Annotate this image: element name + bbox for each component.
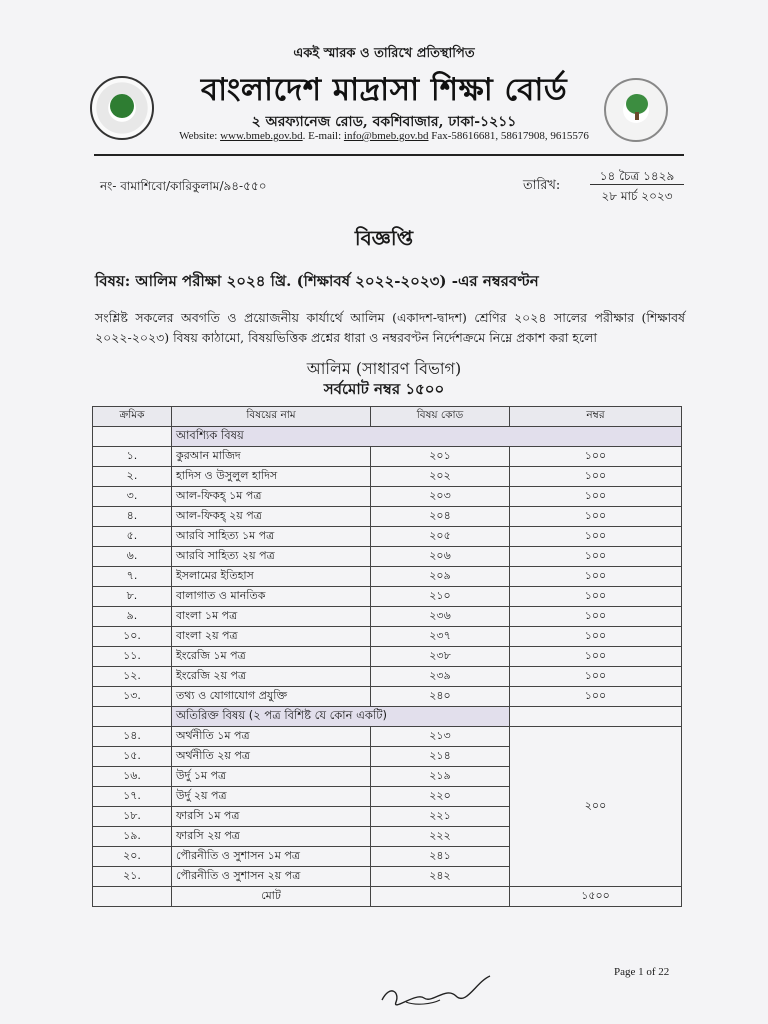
group-label: অতিরিক্ত বিষয় (২ পত্র বিশিষ্ট যে কোন একটি) xyxy=(172,707,510,727)
row-subject: অর্থনীতি ১ম পত্র xyxy=(172,727,371,747)
row-serial: ১৫. xyxy=(93,747,172,767)
row-serial: ১২. xyxy=(93,667,172,687)
signature xyxy=(376,962,496,1012)
row-serial: ২১. xyxy=(93,867,172,887)
col-code: বিষয় কোড xyxy=(371,407,510,427)
total-label: মোট xyxy=(172,887,371,907)
row-subject: ইংরেজি ১ম পত্র xyxy=(172,647,371,667)
table-row xyxy=(93,527,682,547)
table-row xyxy=(93,647,682,667)
row-code: ২৩৮ xyxy=(371,647,510,667)
row-serial: ৬. xyxy=(93,547,172,567)
notice-body: সংশ্লিষ্ট সকলের অবগতি ও প্রয়োজনীয় কার্যার্থে আলিম (একাদশ-দ্বাদশ) শ্রেণির ২০২৪ সালের পরীক্ষার (শিক্ষাবর্ষ ২০২২-২০২৩) বিষয় কাঠামো, বিষয়ভিত্তিক প্রশ্নের ধারা ও নম্বরবণ্টন নির্দেশক্রমে নিম্নে প্রকাশ করা হলো xyxy=(95,310,685,345)
col-subject: বিষয়ের নাম xyxy=(172,407,371,427)
row-serial: ৫. xyxy=(93,527,172,547)
row-serial: ১৮. xyxy=(93,807,172,827)
row-serial: ১৬. xyxy=(93,767,172,787)
table-row xyxy=(93,467,682,487)
email-link[interactable]: info@bmeb.gov.bd xyxy=(343,130,429,142)
page-number: Page 1 of 22 xyxy=(614,966,670,978)
table-header-row xyxy=(93,407,682,427)
row-subject: ইংরেজি ২য় পত্র xyxy=(172,667,371,687)
row-subject: আরবি সাহিত্য ১ম পত্র xyxy=(172,527,371,547)
row-marks: ১০০ xyxy=(510,627,682,647)
row-serial: ৮. xyxy=(93,587,172,607)
row-marks-merged: ২০০ xyxy=(510,727,682,887)
row-code: ২১৪ xyxy=(371,747,510,767)
header-divider xyxy=(94,154,684,156)
row-subject: অর্থনীতি ২য় পত্র xyxy=(172,747,371,767)
row-code: ২০৪ xyxy=(371,507,510,527)
section-total: সর্বমোট নম্বর ১৫০০ xyxy=(323,380,445,398)
board-contact-line xyxy=(0,130,768,142)
table-row xyxy=(93,587,682,607)
row-subject: বাংলা ১ম পত্র xyxy=(172,607,371,627)
row-serial: ১৩. xyxy=(93,687,172,707)
marks-table xyxy=(92,406,682,907)
row-code: ২২১ xyxy=(371,807,510,827)
row-serial: ২. xyxy=(93,467,172,487)
row-marks: ১০০ xyxy=(510,527,682,547)
row-marks: ১০০ xyxy=(510,607,682,627)
table-row xyxy=(93,547,682,567)
date-english: ২৮ মার্চ ২০২৩ xyxy=(601,189,673,203)
col-marks: নম্বর xyxy=(510,407,682,427)
row-code: ২৩৬ xyxy=(371,607,510,627)
row-code: ২৩৯ xyxy=(371,667,510,687)
table-row xyxy=(93,567,682,587)
total-value: ১৫০০ xyxy=(510,887,682,907)
row-serial: ১৭. xyxy=(93,787,172,807)
table-row xyxy=(93,607,682,627)
table-row xyxy=(93,727,682,747)
memo-number: নং- বামাশিবো/কারিকুলাম/৯৪-৫৫০ xyxy=(100,179,267,193)
row-serial: ৯. xyxy=(93,607,172,627)
row-code: ২১০ xyxy=(371,587,510,607)
row-code: ২০৩ xyxy=(371,487,510,507)
row-subject: উর্দু ২য় পত্র xyxy=(172,787,371,807)
row-subject: তথ্য ও যোগাযোগ প্রযুক্তি xyxy=(172,687,371,707)
row-marks: ১০০ xyxy=(510,507,682,527)
table-row xyxy=(93,507,682,527)
notice-subject: বিষয়: আলিম পরীক্ষা ২০২৪ খ্রি. (শিক্ষাবর্ষ ২০২২-২০২৩) -এর নম্বরবণ্টন xyxy=(95,272,539,290)
row-code: ২০৫ xyxy=(371,527,510,547)
row-subject: আল-ফিকহ্ ১ম পত্র xyxy=(172,487,371,507)
total-row xyxy=(93,887,682,907)
table-row xyxy=(93,487,682,507)
group-row-compulsory xyxy=(93,427,682,447)
row-serial: ১৯. xyxy=(93,827,172,847)
date-bangla: ১৪ চৈত্র ১৪২৯ xyxy=(599,169,675,183)
row-marks: ১০০ xyxy=(510,667,682,687)
website-link[interactable]: www.bmeb.gov.bd xyxy=(220,130,303,142)
row-code: ২০২ xyxy=(371,467,510,487)
row-marks: ১০০ xyxy=(510,647,682,667)
website-label: Website: xyxy=(179,130,221,142)
row-serial: ৪. xyxy=(93,507,172,527)
row-subject: ইসলামের ইতিহাস xyxy=(172,567,371,587)
notice-title: বিজ্ঞপ্তি xyxy=(354,226,414,250)
row-marks: ১০০ xyxy=(510,587,682,607)
row-subject: আল-ফিকহ্ ২য় পত্র xyxy=(172,507,371,527)
row-code: ২৩৭ xyxy=(371,627,510,647)
table-row xyxy=(93,687,682,707)
row-serial: ১১. xyxy=(93,647,172,667)
row-serial: ৩. xyxy=(93,487,172,507)
row-code: ২০৯ xyxy=(371,567,510,587)
table-row xyxy=(93,447,682,467)
section-title: আলিম (সাধারণ বিভাগ) xyxy=(306,359,462,378)
row-code: ২৪১ xyxy=(371,847,510,867)
row-code: ২২২ xyxy=(371,827,510,847)
col-serial: ক্রমিক xyxy=(93,407,172,427)
group-row-optional xyxy=(93,707,682,727)
row-code: ২২০ xyxy=(371,787,510,807)
row-subject: পৌরনীতি ও সুশাসন ১ম পত্র xyxy=(172,847,371,867)
board-address: ২ অরফ্যানেজ রোড, বকশিবাজার, ঢাকা-১২১১ xyxy=(251,114,517,130)
email-label: . E-mail: xyxy=(302,130,344,142)
row-subject: ফারসি ১ম পত্র xyxy=(172,807,371,827)
row-code: ২১৩ xyxy=(371,727,510,747)
row-subject: বালাগাত ও মানতিক xyxy=(172,587,371,607)
row-code: ২৪২ xyxy=(371,867,510,887)
row-subject: আরবি সাহিত্য ২য় পত্র xyxy=(172,547,371,567)
row-code: ২৪০ xyxy=(371,687,510,707)
row-serial: ২০. xyxy=(93,847,172,867)
row-subject: হাদিস ও উসুলুল হাদিস xyxy=(172,467,371,487)
row-subject: উর্দু ১ম পত্র xyxy=(172,767,371,787)
row-marks: ১০০ xyxy=(510,687,682,707)
row-code: ২০১ xyxy=(371,447,510,467)
row-serial: ১০. xyxy=(93,627,172,647)
date-label: তারিখ: xyxy=(523,178,561,193)
table-row xyxy=(93,627,682,647)
row-subject: বাংলা ২য় পত্র xyxy=(172,627,371,647)
row-marks: ১০০ xyxy=(510,567,682,587)
row-marks: ১০০ xyxy=(510,447,682,467)
table-row xyxy=(93,667,682,687)
row-subject: ফারসি ২য় পত্র xyxy=(172,827,371,847)
row-marks: ১০০ xyxy=(510,547,682,567)
fax-text: Fax-58616681, 58617908, 9615576 xyxy=(428,130,589,142)
row-subject: পৌরনীতি ও সুশাসন ২য় পত্র xyxy=(172,867,371,887)
row-marks: ১০০ xyxy=(510,487,682,507)
board-name: বাংলাদেশ মাদ্রাসা শিক্ষা বোর্ড xyxy=(200,72,568,108)
date-divider xyxy=(590,184,684,185)
row-subject: কুরআন মাজিদ xyxy=(172,447,371,467)
row-serial: ১. xyxy=(93,447,172,467)
reissue-note: একই স্মারক ও তারিখে প্রতিস্থাপিত xyxy=(293,46,475,61)
row-code: ২১৯ xyxy=(371,767,510,787)
row-marks: ১০০ xyxy=(510,467,682,487)
row-serial: ১৪. xyxy=(93,727,172,747)
row-serial: ৭. xyxy=(93,567,172,587)
group-label: আবশ্যিক বিষয় xyxy=(172,427,682,447)
row-code: ২০৬ xyxy=(371,547,510,567)
